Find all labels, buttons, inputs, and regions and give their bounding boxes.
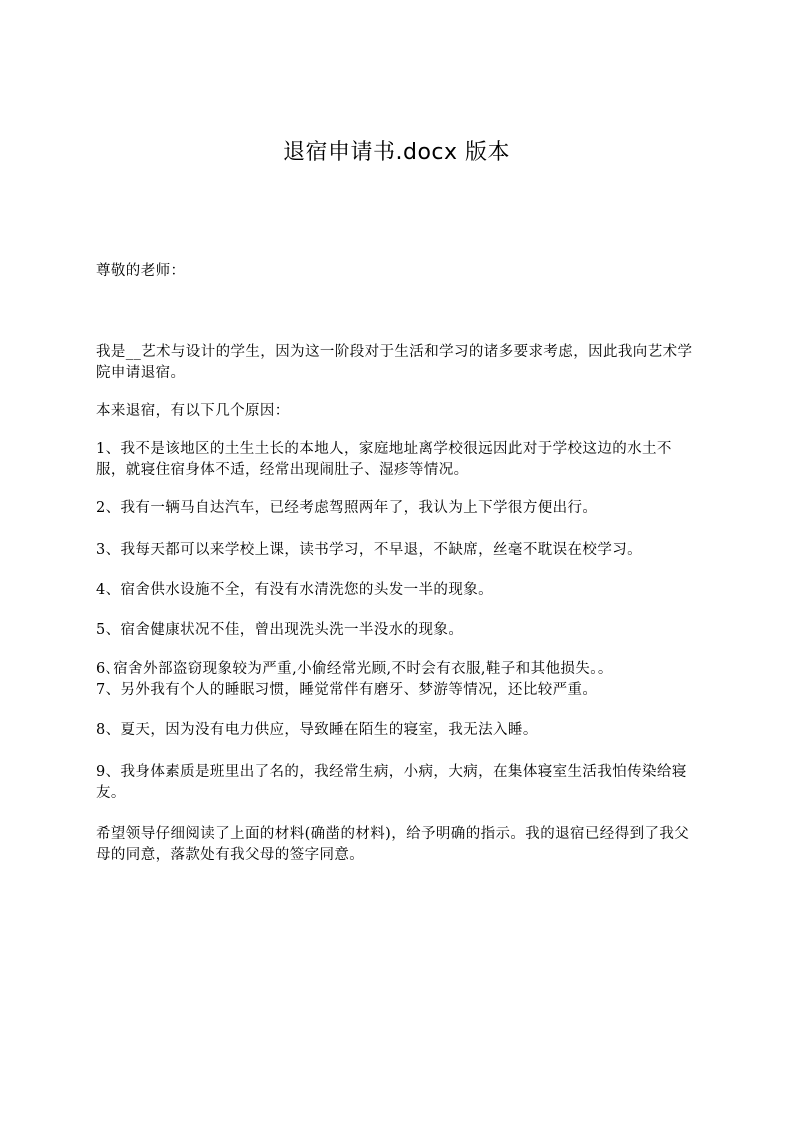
reason-item-2: 2、我有一辆马自达汽车，已经考虑驾照两年了，我认为上下学很方便出行。	[96, 500, 598, 516]
intro-paragraph: 我是__艺术与设计的学生，因为这一阶段对于生活和学习的诸多要求考虑，因此我向艺术学院申请退宿。	[96, 344, 693, 381]
reason-item-7: 7、另外我有个人的睡眠习惯，睡觉常伴有磨牙、梦游等情况，还比较严重。	[96, 682, 598, 698]
closing-paragraph: 希望领导仔细阅读了上面的材料(确凿的材料)，给予明确的指示。我的退宿已经得到了我父母的同意，落款处有我父母的签字同意。	[96, 826, 690, 863]
reason-item-9: 9、我身体素质是班里出了名的，我经常生病，小病，大病，在集体寝室生活我怕传染给寝友。	[96, 764, 687, 801]
document-title: 退宿申请书.docx 版本	[282, 140, 511, 165]
reason-item-6: 6､宿舍外部盗窃现象较为严重,小偷经常光顾,不时会有衣服,鞋子和其他损失｡｡	[96, 661, 606, 677]
reason-item-5: 5、宿舍健康状况不佳，曾出现洗头洗一半没水的现象。	[96, 622, 464, 638]
reason-item-4: 4、宿舍供水设施不全，有没有水清洗您的头发一半的现象。	[96, 582, 494, 598]
reason-item-8: 8、夏天，因为没有电力供应，导致睡在陌生的寝室，我无法入睡。	[96, 722, 538, 738]
reason-item-1: 1、我不是该地区的土生土长的本地人，家庭地址离学校很远因此对于学校这边的水土不服，就寝住宿身体不适，经常出现闹肚子、湿疹等情况。	[96, 441, 672, 478]
salutation: 尊敬的老师：	[96, 263, 186, 279]
reason-item-3: 3、我每天都可以来学校上课，读书学习，不早退，不缺席，丝毫不耽误在校学习。	[96, 542, 643, 558]
reasons-lead: 本来退宿，有以下几个原因：	[96, 403, 290, 419]
